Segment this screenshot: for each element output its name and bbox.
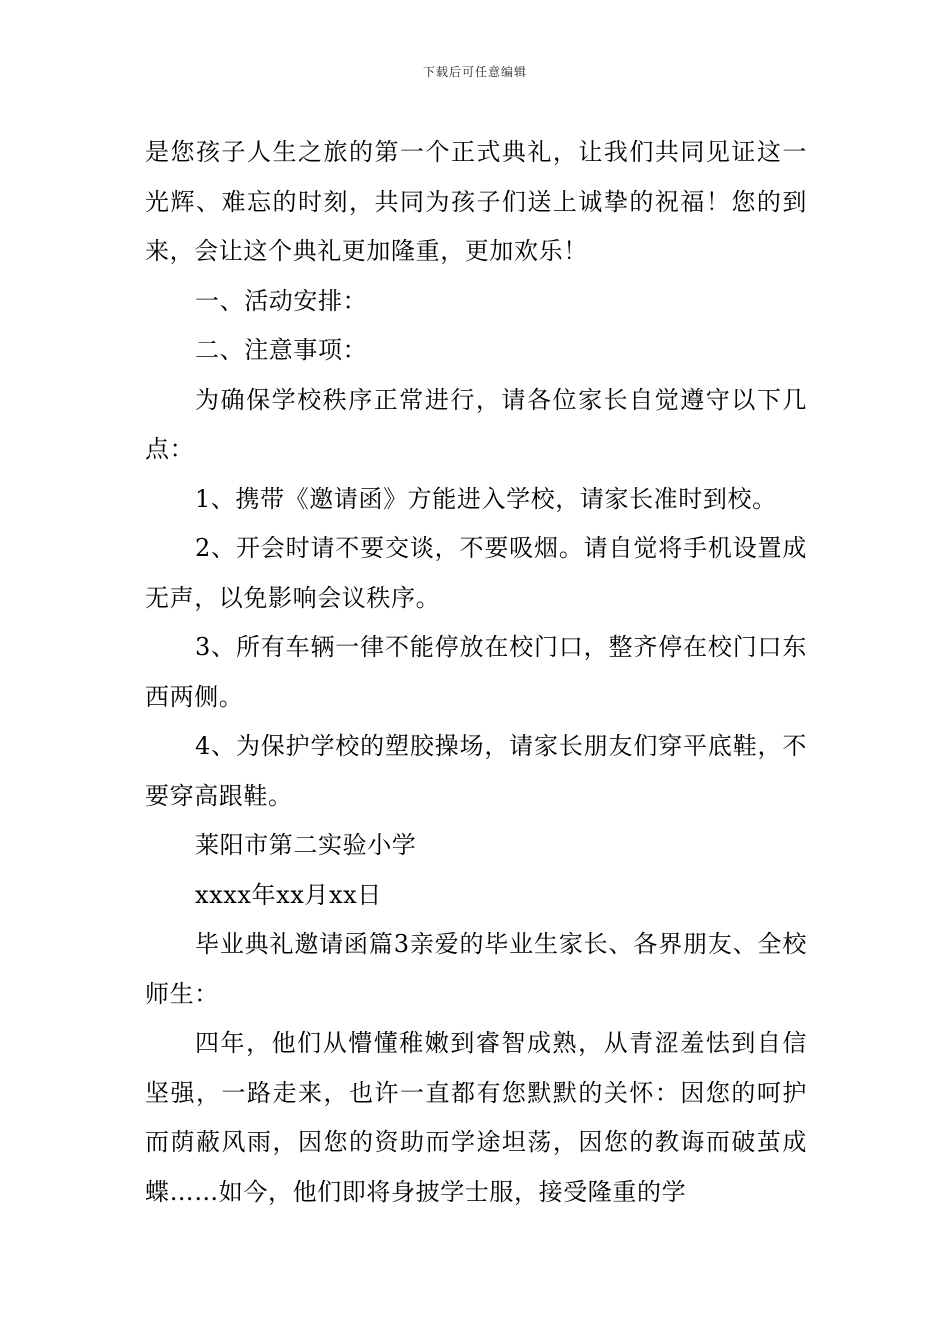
rule-item-1: 1、携带《邀请函》方能进入学校，请家长准时到校。 [195,484,777,513]
signature-school-name: 莱阳市第二实验小学 [195,831,417,859]
paragraph-invitation-3-salutation: 毕业典礼邀请函篇3亲爱的毕业生家长、各界朋友、全校师生： [145,930,807,1008]
signature-date: xxxx年xx月xx日 [195,880,382,909]
rule-item-4: 4、为保护学校的塑胶操场，请家长朋友们穿平底鞋，不要穿高跟鞋。 [145,732,807,810]
paragraph-invitation-3-body: 四年，他们从懵懂稚嫩到睿智成熟，从青涩羞怯到自信坚强，一路走来，也许一直都有您默默的关怀：因您的呵护而荫蔽风雨，因您的资助而学途坦荡，因您的教诲而破茧成蝶……如今，他们即将身披学士服，接受隆重的学 [145,1029,807,1206]
paragraph-rules-intro: 为确保学校秩序正常进行，请各位家长自觉遵守以下几点： [145,385,807,463]
document-body [145,128,807,1217]
page-header-note: 下载后可任意编辑 [422,65,527,79]
rule-item-2: 2、开会时请不要交谈，不要吸烟。请自觉将手机设置成无声，以免影响会议秩序。 [145,534,807,612]
section-heading-notes: 二、注意事项： [195,336,368,364]
rule-item-3: 3、所有车辆一律不能停放在校门口，整齐停在校门口东西两侧。 [145,633,807,711]
paragraph-invitation-closing: 是您孩子人生之旅的第一个正式典礼，让我们共同见证这一光辉、难忘的时刻，共同为孩子们送上诚挚的祝福！您的到来，会让这个典礼更加隆重，更加欢乐！ [145,138,807,265]
section-heading-activity-schedule: 一、活动安排： [195,286,368,315]
